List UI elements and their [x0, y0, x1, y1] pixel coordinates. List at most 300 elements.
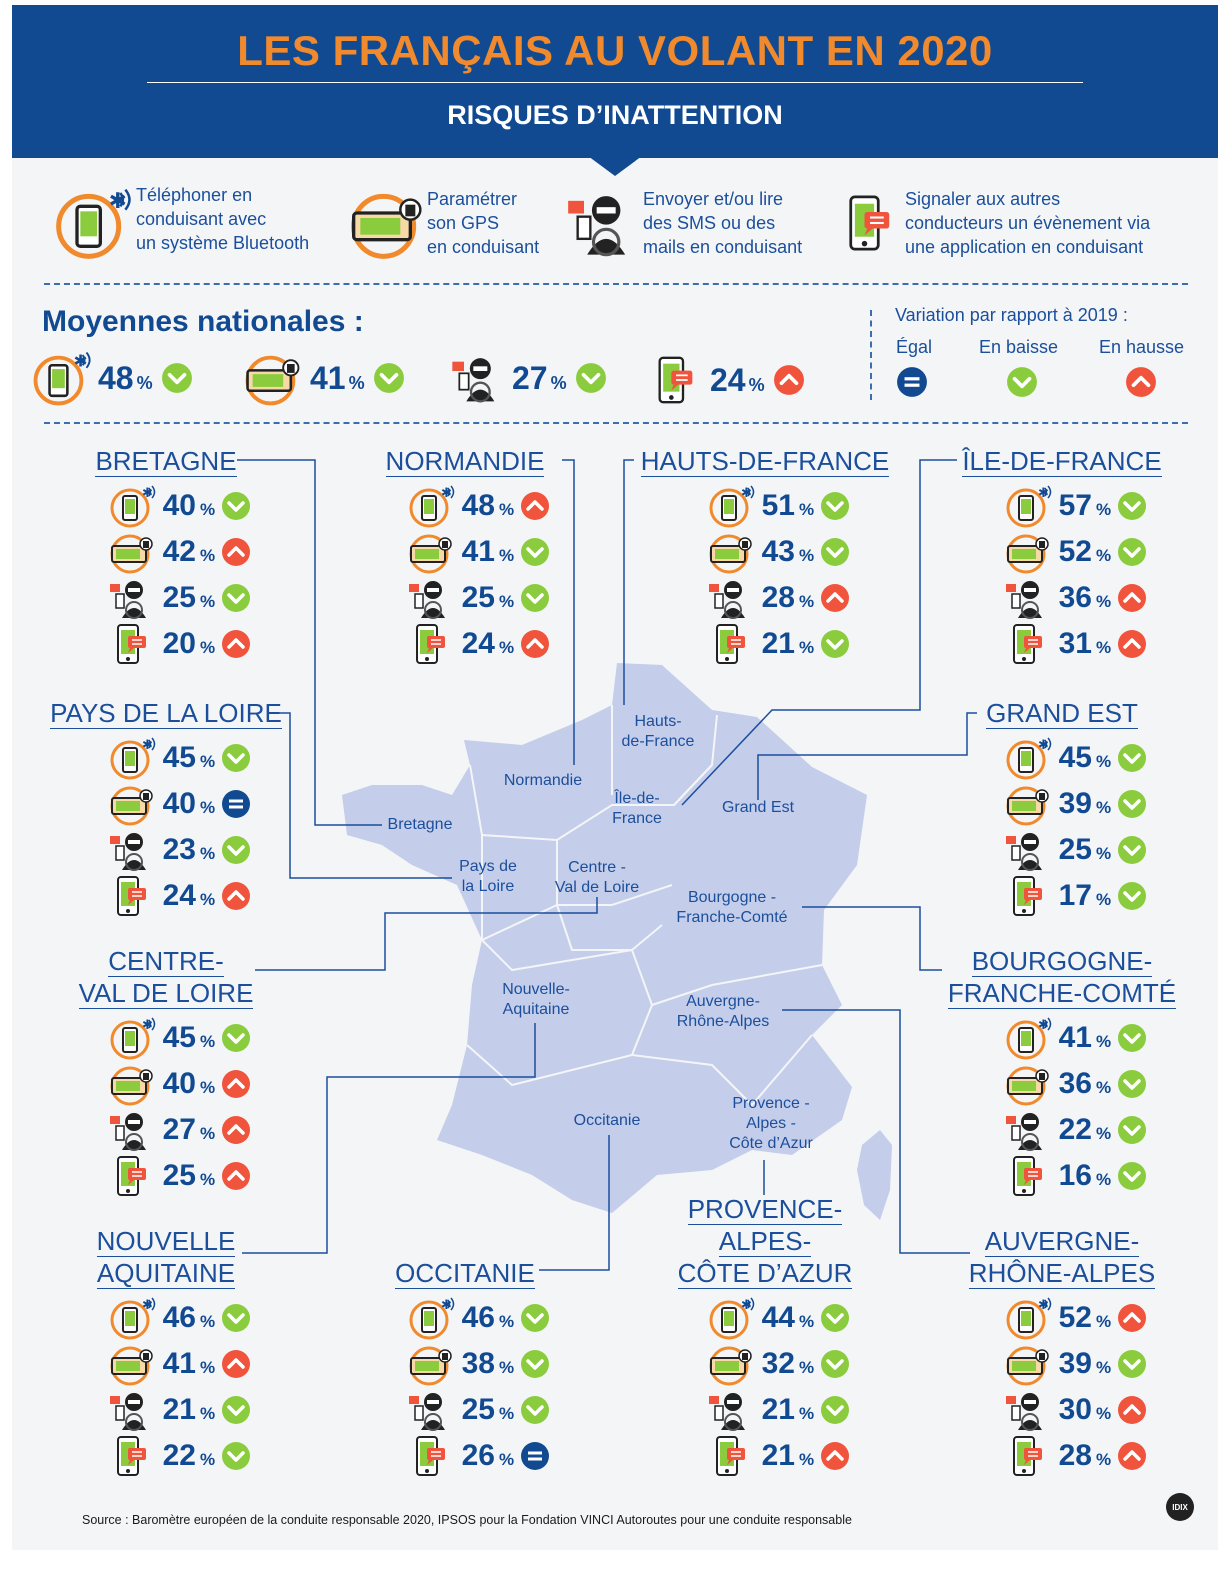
trend-down-icon — [221, 583, 251, 613]
region-stat-value: 45 — [1058, 741, 1092, 774]
trend-down-icon — [221, 1023, 251, 1053]
region-stat-value: 40 — [162, 1067, 196, 1100]
region-name-text: PROVENCE- ALPES- CÔTE D’AZUR — [677, 1194, 853, 1288]
publisher-logo: IDIX — [1166, 1493, 1194, 1521]
region-name — [36, 945, 296, 1009]
region-name — [932, 445, 1192, 477]
trend-up-icon — [1117, 1303, 1147, 1333]
region-block — [635, 445, 895, 667]
trend-down-icon — [221, 835, 251, 865]
driver-sms-icon — [407, 1388, 455, 1432]
map-label-grand-est: Grand Est — [721, 799, 795, 816]
infographic — [12, 5, 1218, 1550]
app-alert-icon — [1004, 1434, 1052, 1478]
region-stat-unit: % — [799, 592, 815, 611]
region-stat-unit: % — [499, 500, 515, 519]
region-stat-row — [1004, 1061, 1192, 1107]
region-stat-row — [108, 621, 296, 667]
bluetooth-phone-icon — [1004, 1296, 1052, 1340]
trend-up-icon — [221, 1349, 251, 1379]
bluetooth-phone-icon — [1004, 736, 1052, 780]
region-name — [932, 945, 1192, 1009]
gps-icon — [108, 530, 156, 574]
region-stat-unit: % — [1096, 1078, 1112, 1097]
region-name-text: OCCITANIE — [395, 1258, 535, 1288]
region-block — [36, 697, 296, 919]
region-stat-value: 46 — [461, 1301, 495, 1334]
region-stat-row — [1004, 1387, 1192, 1433]
map-label-bourgogne: Bourgogne - Franche-Comté — [676, 889, 788, 926]
trend-up-icon — [520, 491, 550, 521]
gps-icon — [1004, 782, 1052, 826]
app-alert-icon — [108, 622, 156, 666]
map-label-auvergne: Auvergne- Rhône-Alpes — [676, 993, 770, 1030]
region-stat-value: 23 — [162, 833, 196, 866]
region-stat-row — [108, 1061, 296, 1107]
bluetooth-phone-icon — [407, 484, 455, 528]
region-block — [932, 445, 1192, 667]
trend-up-icon — [820, 1441, 850, 1471]
region-stat-row — [1004, 621, 1192, 667]
trend-down-icon — [820, 629, 850, 659]
gps-icon — [1004, 1062, 1052, 1106]
trend-down-icon — [520, 537, 550, 567]
national-value: 27 — [512, 359, 548, 396]
trend-down-icon — [520, 1395, 550, 1425]
trend-down-icon — [520, 583, 550, 613]
region-name — [635, 445, 895, 477]
equal-icon — [520, 1441, 550, 1471]
app-alert-icon — [407, 1434, 455, 1478]
trend-up-icon — [221, 1069, 251, 1099]
region-stat-row — [1004, 1295, 1192, 1341]
region-stat-row — [1004, 1341, 1192, 1387]
region-name — [932, 697, 1192, 729]
region-stat-unit: % — [200, 500, 216, 519]
region-stat-row — [707, 1387, 895, 1433]
region-stat-row — [108, 873, 296, 919]
trend-down-icon — [1117, 1349, 1147, 1379]
region-stat-row — [707, 621, 895, 667]
region-stat-row — [1004, 1107, 1192, 1153]
region-stat-value: 21 — [761, 1439, 795, 1472]
trend-up-icon — [221, 881, 251, 911]
region-stat-row — [1004, 827, 1192, 873]
region-stat-value: 22 — [1058, 1113, 1092, 1146]
region-stat-value: 44 — [761, 1301, 795, 1334]
trend-down-icon — [520, 1303, 550, 1333]
trend-down-icon — [1117, 1023, 1147, 1053]
region-stat-row — [1004, 735, 1192, 781]
national-unit: % — [748, 374, 765, 395]
region-stat-unit: % — [1096, 546, 1112, 565]
map-label-hauts-de-france: Hauts- de-France — [621, 713, 695, 750]
driver-sms-icon — [1004, 828, 1052, 872]
national-value: 48 — [98, 359, 134, 396]
region-stat-unit: % — [200, 844, 216, 863]
region-stat-value: 42 — [162, 535, 196, 568]
national-value: 24 — [710, 361, 746, 398]
region-stat-unit: % — [499, 1358, 515, 1377]
region-stat-value: 40 — [162, 787, 196, 820]
map-label-occitanie: Occitanie — [573, 1112, 641, 1129]
region-block — [335, 445, 595, 667]
trend-down-icon — [1117, 881, 1147, 911]
bluetooth-phone-icon — [108, 1016, 156, 1060]
region-stat-unit: % — [1096, 798, 1112, 817]
region-stat-unit: % — [499, 1450, 515, 1469]
region-stat-row — [1004, 781, 1192, 827]
region-stat-row — [1004, 483, 1192, 529]
region-stat-value: 30 — [1058, 1393, 1092, 1426]
driver-sms-icon — [108, 576, 156, 620]
trend-down-icon — [221, 1303, 251, 1333]
region-stat-unit: % — [499, 638, 515, 657]
trend-up-icon — [1117, 1395, 1147, 1425]
region-stat-value: 39 — [1058, 787, 1092, 820]
region-stat-row — [707, 1433, 895, 1479]
region-stat-unit: % — [799, 500, 815, 519]
region-stat-value: 52 — [1058, 535, 1092, 568]
trend-up-icon — [1117, 629, 1147, 659]
trend-down-icon — [1117, 1069, 1147, 1099]
region-stat-row — [108, 781, 296, 827]
region-stat-value: 26 — [461, 1439, 495, 1472]
app-alert-icon — [407, 622, 455, 666]
map-label-bretagne: Bretagne — [387, 816, 453, 833]
region-name-text: CENTRE- VAL DE LOIRE — [78, 946, 254, 1008]
region-stat-value: 32 — [761, 1347, 795, 1380]
bluetooth-phone-icon — [1004, 1016, 1052, 1060]
region-stat-value: 45 — [162, 741, 196, 774]
region-block — [635, 1193, 895, 1479]
region-block — [335, 1257, 595, 1479]
region-block — [36, 445, 296, 667]
gps-icon — [108, 1062, 156, 1106]
region-stat-value: 21 — [162, 1393, 196, 1426]
trend-up-icon — [221, 537, 251, 567]
region-name-text: PAYS DE LA LOIRE — [50, 698, 282, 728]
region-stat-unit: % — [1096, 500, 1112, 519]
region-stat-row — [707, 575, 895, 621]
driver-sms-icon — [407, 576, 455, 620]
bluetooth-phone-icon — [108, 484, 156, 528]
national-title: Moyennes nationales : — [42, 305, 364, 338]
trend-down-icon — [820, 1303, 850, 1333]
region-stat-value: 36 — [1058, 1067, 1092, 1100]
app-alert-icon — [707, 1434, 755, 1478]
region-stat-value: 38 — [461, 1347, 495, 1380]
region-stat-value: 40 — [162, 489, 196, 522]
region-stat-unit: % — [200, 1124, 216, 1143]
region-stat-row — [108, 483, 296, 529]
legend-text: Envoyer et/ou lire des SMS ou des mails en conduisant — [643, 189, 803, 257]
region-block — [36, 945, 296, 1199]
region-stat-row — [108, 529, 296, 575]
region-stat-row — [407, 1387, 595, 1433]
region-stat-unit: % — [200, 1450, 216, 1469]
app-alert-icon — [108, 874, 156, 918]
region-stat-value: 24 — [461, 627, 495, 660]
region-stat-row — [1004, 1433, 1192, 1479]
region-name — [36, 697, 296, 729]
national-unit: % — [550, 372, 567, 393]
app-alert-icon — [707, 622, 755, 666]
map-label-normandie: Normandie — [503, 772, 583, 789]
trend-down-icon — [221, 1441, 251, 1471]
region-stat-row — [108, 1295, 296, 1341]
region-stat-unit: % — [499, 546, 515, 565]
region-stat-unit: % — [499, 592, 515, 611]
map-label-pays-de-la-loire: Pays de la Loire — [459, 858, 517, 895]
driver-sms-icon — [108, 828, 156, 872]
region-stat-row — [407, 1433, 595, 1479]
region-stat-unit: % — [799, 1358, 815, 1377]
region-stat-row — [108, 1153, 296, 1199]
region-stat-unit: % — [1096, 1358, 1112, 1377]
region-name-text: NOUVELLE AQUITAINE — [96, 1226, 236, 1288]
region-stat-row — [108, 1015, 296, 1061]
region-stat-row — [407, 529, 595, 575]
trend-down-icon — [221, 743, 251, 773]
region-block — [932, 1225, 1192, 1479]
region-stat-row — [1004, 1153, 1192, 1199]
trend-up-icon — [520, 629, 550, 659]
trend-up-icon — [221, 629, 251, 659]
gps-icon — [707, 1342, 755, 1386]
national-unit: % — [348, 372, 365, 393]
region-stat-unit: % — [200, 592, 216, 611]
driver-sms-icon — [108, 1388, 156, 1432]
trend-down-icon — [820, 1395, 850, 1425]
gps-icon — [1004, 1342, 1052, 1386]
trend-up-icon — [221, 1115, 251, 1145]
variation-label-down: En baisse — [979, 337, 1059, 357]
region-stat-value: 25 — [461, 581, 495, 614]
driver-sms-icon — [707, 1388, 755, 1432]
region-stat-value: 21 — [761, 627, 795, 660]
region-stat-row — [407, 483, 595, 529]
region-name — [335, 445, 595, 477]
region-stat-row — [108, 1433, 296, 1479]
map-label-ile-de-france: Île-de- France — [612, 790, 662, 827]
region-stat-value: 45 — [162, 1021, 196, 1054]
gps-icon — [108, 782, 156, 826]
region-stat-unit: % — [200, 1032, 216, 1051]
region-stat-row — [108, 1341, 296, 1387]
region-stat-unit: % — [1096, 1124, 1112, 1143]
region-stat-value: 41 — [162, 1347, 196, 1380]
region-stat-value: 27 — [162, 1113, 196, 1146]
region-stat-row — [108, 575, 296, 621]
region-stat-row — [707, 1341, 895, 1387]
app-alert-icon — [1004, 622, 1052, 666]
region-stat-unit: % — [200, 890, 216, 909]
region-name-text: ÎLE-DE-FRANCE — [962, 446, 1162, 476]
gps-icon — [407, 1342, 455, 1386]
region-name-text: BRETAGNE — [95, 446, 237, 476]
gps-icon — [1004, 530, 1052, 574]
region-name — [932, 1225, 1192, 1289]
app-alert-icon — [108, 1434, 156, 1478]
region-stat-value: 46 — [162, 1301, 196, 1334]
region-stat-value: 25 — [162, 581, 196, 614]
trend-up-icon — [820, 583, 850, 613]
region-stat-row — [707, 483, 895, 529]
region-stat-unit: % — [1096, 890, 1112, 909]
region-name-text: NORMANDIE — [385, 446, 545, 476]
trend-down-icon — [221, 491, 251, 521]
region-stat-value: 25 — [461, 1393, 495, 1426]
region-block — [36, 1225, 296, 1479]
region-stat-unit: % — [200, 1358, 216, 1377]
region-stat-value: 25 — [162, 1159, 196, 1192]
gps-icon — [407, 530, 455, 574]
region-name — [36, 1225, 296, 1289]
map-label-centre-val-de-loire: Centre - Val de Loire — [554, 859, 640, 896]
region-stat-value: 21 — [761, 1393, 795, 1426]
trend-down-icon — [1117, 743, 1147, 773]
trend-down-icon — [820, 491, 850, 521]
region-stat-value: 16 — [1058, 1159, 1092, 1192]
trend-down-icon — [520, 1349, 550, 1379]
region-name — [335, 1257, 595, 1289]
national-unit: % — [136, 372, 153, 393]
region-stat-value: 24 — [162, 879, 196, 912]
region-stat-value: 20 — [162, 627, 196, 660]
gps-icon — [108, 1342, 156, 1386]
region-stat-value: 28 — [761, 581, 795, 614]
region-stat-unit: % — [200, 546, 216, 565]
region-stat-value: 36 — [1058, 581, 1092, 614]
region-stat-unit: % — [499, 1404, 515, 1423]
region-name-text: GRAND EST — [986, 698, 1138, 728]
trend-up-icon — [1117, 1441, 1147, 1471]
region-name-text: HAUTS-DE-FRANCE — [640, 446, 890, 476]
bluetooth-phone-icon — [1004, 484, 1052, 528]
source-note: Source : Baromètre européen de la conduite responsable 2020, IPSOS pour la Fondation VINCI Autoroutes pour une conduite responsable — [82, 1513, 852, 1527]
driver-sms-icon — [1004, 576, 1052, 620]
region-stat-unit: % — [200, 1078, 216, 1097]
region-stat-unit: % — [1096, 1450, 1112, 1469]
region-stat-value: 22 — [162, 1439, 196, 1472]
gps-icon — [707, 530, 755, 574]
region-stat-row — [407, 621, 595, 667]
app-alert-icon — [1004, 874, 1052, 918]
region-name-text: BOURGOGNE- FRANCHE-COMTÉ — [947, 946, 1177, 1008]
bluetooth-phone-icon — [108, 736, 156, 780]
region-name — [36, 445, 296, 477]
region-stat-value: 31 — [1058, 627, 1092, 660]
bluetooth-phone-icon — [108, 1296, 156, 1340]
map-label-nouvelle-aquitaine: Nouvelle- Aquitaine — [502, 981, 570, 1018]
trend-down-icon — [1117, 1161, 1147, 1191]
trend-up-icon — [221, 1161, 251, 1191]
region-stat-value: 28 — [1058, 1439, 1092, 1472]
region-stat-unit: % — [200, 798, 216, 817]
region-stat-unit: % — [799, 546, 815, 565]
region-stat-value: 25 — [1058, 833, 1092, 866]
region-stat-row — [108, 1387, 296, 1433]
region-stat-unit: % — [1096, 844, 1112, 863]
region-stat-unit: % — [799, 1312, 815, 1331]
trend-down-icon — [1117, 789, 1147, 819]
trend-down-icon — [1117, 1115, 1147, 1145]
region-stat-unit: % — [200, 752, 216, 771]
trend-down-icon — [820, 537, 850, 567]
region-stat-unit: % — [1096, 752, 1112, 771]
trend-down-icon — [1117, 491, 1147, 521]
region-stat-unit: % — [799, 1450, 815, 1469]
region-block — [932, 697, 1192, 919]
bluetooth-phone-icon — [707, 1296, 755, 1340]
region-stat-row — [1004, 873, 1192, 919]
equal-icon — [221, 789, 251, 819]
region-stat-row — [407, 1295, 595, 1341]
trend-down-icon — [1117, 537, 1147, 567]
trend-down-icon — [221, 1395, 251, 1425]
region-stat-row — [407, 1341, 595, 1387]
region-stat-unit: % — [799, 638, 815, 657]
trend-down-icon — [820, 1349, 850, 1379]
variation-label-equal: Égal — [896, 337, 933, 357]
region-stat-row — [108, 1107, 296, 1153]
bluetooth-phone-icon — [407, 1296, 455, 1340]
region-stat-value: 17 — [1058, 879, 1092, 912]
legend-text: Signaler aux autres conducteurs un évènement via une application en conduisant — [905, 189, 1151, 257]
region-stat-unit: % — [1096, 1032, 1112, 1051]
region-stat-unit: % — [1096, 1312, 1112, 1331]
app-alert-icon — [108, 1154, 156, 1198]
page-title: LES FRANÇAIS AU VOLANT EN 2020 — [237, 27, 993, 74]
region-stat-row — [707, 1295, 895, 1341]
region-stat-value: 41 — [461, 535, 495, 568]
page-subtitle: RISQUES D’INATTENTION — [447, 100, 783, 130]
trend-down-icon — [1117, 835, 1147, 865]
legend-text: Paramétrer son GPS en conduisant — [427, 189, 540, 257]
region-stat-unit: % — [1096, 638, 1112, 657]
region-stat-value: 48 — [461, 489, 495, 522]
region-stat-unit: % — [200, 638, 216, 657]
region-stat-unit: % — [499, 1312, 515, 1331]
region-stat-row — [1004, 529, 1192, 575]
region-stat-value: 52 — [1058, 1301, 1092, 1334]
region-stat-unit: % — [1096, 592, 1112, 611]
region-stat-row — [1004, 575, 1192, 621]
region-stat-value: 51 — [761, 489, 795, 522]
region-stat-row — [108, 735, 296, 781]
variation-title: Variation par rapport à 2019 : — [895, 305, 1128, 325]
region-name — [635, 1193, 895, 1289]
driver-sms-icon — [1004, 1388, 1052, 1432]
map-label-paca: Provence - Alpes - Côte d’Azur — [729, 1095, 813, 1152]
region-stat-unit: % — [200, 1404, 216, 1423]
region-stat-row — [1004, 1015, 1192, 1061]
region-name-text: AUVERGNE- RHÔNE-ALPES — [968, 1226, 1156, 1288]
driver-sms-icon — [108, 1108, 156, 1152]
driver-sms-icon — [707, 576, 755, 620]
region-stat-unit: % — [1096, 1404, 1112, 1423]
legend-text: Téléphoner en conduisant avec un système Bluetooth — [136, 185, 310, 253]
bluetooth-phone-icon — [707, 484, 755, 528]
region-stat-value: 39 — [1058, 1347, 1092, 1380]
region-block — [932, 945, 1192, 1199]
app-alert-icon — [1004, 1154, 1052, 1198]
trend-up-icon — [1117, 583, 1147, 613]
region-stat-unit: % — [1096, 1170, 1112, 1189]
region-stat-row — [707, 529, 895, 575]
region-stat-row — [407, 575, 595, 621]
